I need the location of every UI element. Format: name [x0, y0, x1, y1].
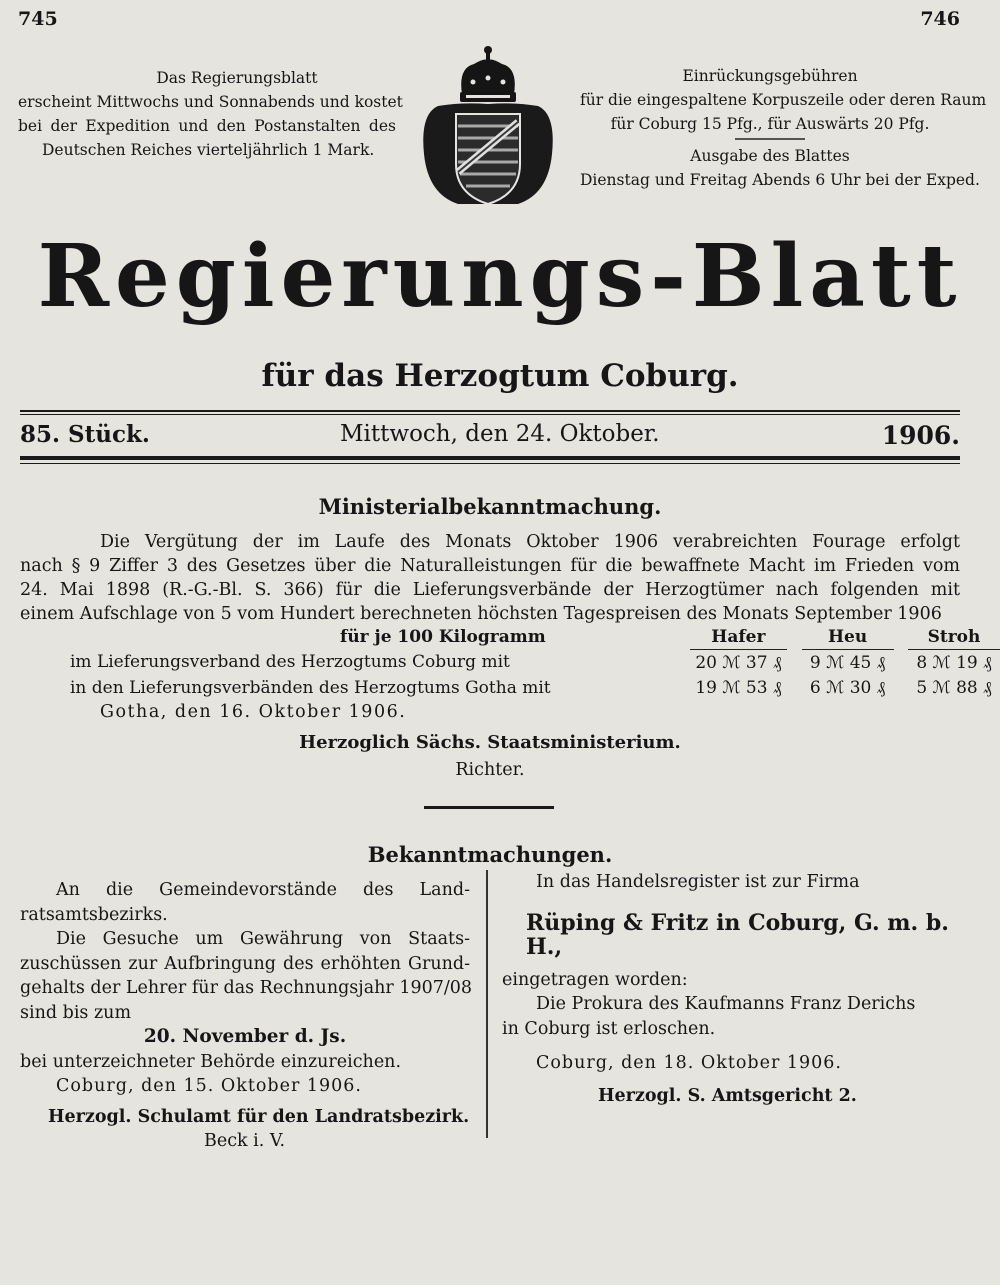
fees-line: für die eingespaltene Korpuszeile oder deren Raum — [580, 91, 987, 109]
notice-line: sind bis zum — [20, 1002, 132, 1023]
table-cell: 9 ℳ 45 ₰ — [809, 652, 886, 673]
issue-time-line: Ausgabe des Blattes — [690, 147, 850, 165]
signature: Beck i. V. — [204, 1131, 286, 1151]
fees-line: Einrückungsgebühren — [682, 67, 858, 85]
ministerial-paragraph — [20, 530, 960, 626]
fodder-price-table — [70, 624, 1000, 700]
issue-date: Mittwoch, den 24. Oktober. — [340, 421, 660, 447]
notice-line: zuschüssen zur Aufbringung des erhöhten Grund- — [20, 953, 470, 974]
table-header-row — [70, 624, 1000, 650]
column-divider — [486, 870, 488, 1138]
table-cell: 20 ℳ 37 ₰ — [695, 652, 782, 673]
divider — [20, 456, 960, 460]
issuing-authority: Herzoglich Sächs. Staatsministerium. — [299, 732, 681, 753]
paragraph-line: nach § 9 Ziffer 3 des Gesetzes über die Naturalleistungen für die bewaffnete Macht im Frieden vom — [20, 556, 960, 576]
paragraph-line: einem Aufschlage von 5 vom Hundert berechneten höchsten Tagespreisen des Monats September 1906 — [20, 604, 942, 624]
notice-line: eingetragen worden: — [502, 969, 688, 990]
masthead-title: Regierungs-Blatt — [37, 226, 963, 327]
subscription-line: Das Regierungsblatt — [156, 69, 318, 87]
column-header: Hafer — [690, 624, 788, 650]
row-label: in den Lieferungsverbänden des Herzogtums Gotha mit — [70, 677, 551, 698]
divider — [20, 463, 960, 464]
coat-of-arms-crown-icon — [418, 44, 558, 220]
notice-school-office — [20, 878, 473, 1154]
issue-number: 85. Stück. — [20, 421, 150, 448]
divider — [20, 410, 960, 412]
place-date: Gotha, den 16. Oktober 1906. — [100, 702, 407, 722]
paragraph-line: Die Vergütung der im Laufe des Monats Oktober 1906 verabreichten Fourage erfolgt — [100, 532, 960, 552]
subscription-line: erscheint Mittwochs und Sonnabends und kostet — [18, 93, 403, 111]
fees-line: für Coburg 15 Pfg., für Auswärts 20 Pfg. — [610, 115, 930, 133]
notice-line: Die Gesuche um Gewährung von Staats- — [56, 929, 470, 949]
notice-line: Die Prokura des Kaufmanns Franz Derichs — [536, 994, 916, 1014]
section-heading: Bekanntmachungen. — [367, 842, 613, 867]
table-cell: 8 ℳ 19 ₰ — [916, 652, 992, 673]
page-number-left: 745 — [18, 8, 58, 30]
place-date: Coburg, den 15. Oktober 1906. — [56, 1076, 362, 1096]
signature: Richter. — [455, 760, 525, 780]
subscription-info — [18, 66, 403, 162]
table-cell: 19 ℳ 53 ₰ — [695, 677, 782, 698]
notice-line: gehalts der Lehrer für das Rechnungsjahr 1907/08 — [20, 978, 473, 998]
fees-info — [580, 64, 987, 192]
divider — [424, 806, 554, 809]
notice-line: ratsamtsbezirks. — [20, 904, 168, 925]
place-date: Coburg, den 18. Oktober 1906. — [536, 1053, 842, 1073]
issuing-authority: Herzogl. S. Amtsgericht 2. — [598, 1085, 857, 1106]
subscription-line: bei der Expedition und den Postanstalten des — [18, 117, 396, 135]
column-header: Heu — [802, 624, 894, 650]
notice-line: bei unterzeichneter Behörde einzureichen. — [20, 1051, 402, 1072]
masthead-subtitle: für das Herzogtum Coburg. — [261, 358, 739, 394]
firm-name: Rüping & Fritz in Coburg, G. m. b. H., — [526, 909, 949, 960]
divider — [20, 414, 960, 415]
table-cell: 6 ℳ 30 ₰ — [809, 677, 886, 698]
column-header: Stroh — [908, 624, 1000, 650]
notice-commercial-register — [502, 870, 962, 1108]
issuing-authority: Herzogl. Schulamt für den Landratsbezirk. — [48, 1106, 470, 1127]
notice-line: An die Gemeindevorstände des Land- — [56, 880, 470, 900]
table-row — [70, 675, 1000, 700]
section-heading: Ministerialbekanntmachung. — [318, 494, 662, 519]
table-row — [70, 650, 1000, 676]
issue-year: 1906. — [881, 421, 960, 450]
issue-time-line: Dienstag und Freitag Abends 6 Uhr bei der Exped. — [580, 171, 980, 189]
paragraph-line: 24. Mai 1898 (R.-G.-Bl. S. 366) für die Lieferungsverbände der Herzogtümer nach folgenden mit — [20, 580, 960, 600]
table-header-label: für je 100 Kilogramm — [340, 626, 546, 647]
notice-line: in Coburg ist erloschen. — [502, 1018, 716, 1039]
row-label: im Lieferungsverband des Herzogtums Coburg mit — [70, 652, 510, 673]
notice-line: In das Handelsregister ist zur Firma — [536, 872, 860, 892]
deadline: 20. November d. Js. — [143, 1026, 347, 1047]
table-cell: 5 ℳ 88 ₰ — [916, 677, 992, 698]
issue-line — [20, 421, 960, 453]
subscription-line: Deutschen Reiches vierteljährlich 1 Mark. — [42, 141, 375, 159]
divider — [735, 138, 805, 140]
page-number-right: 746 — [920, 8, 960, 30]
